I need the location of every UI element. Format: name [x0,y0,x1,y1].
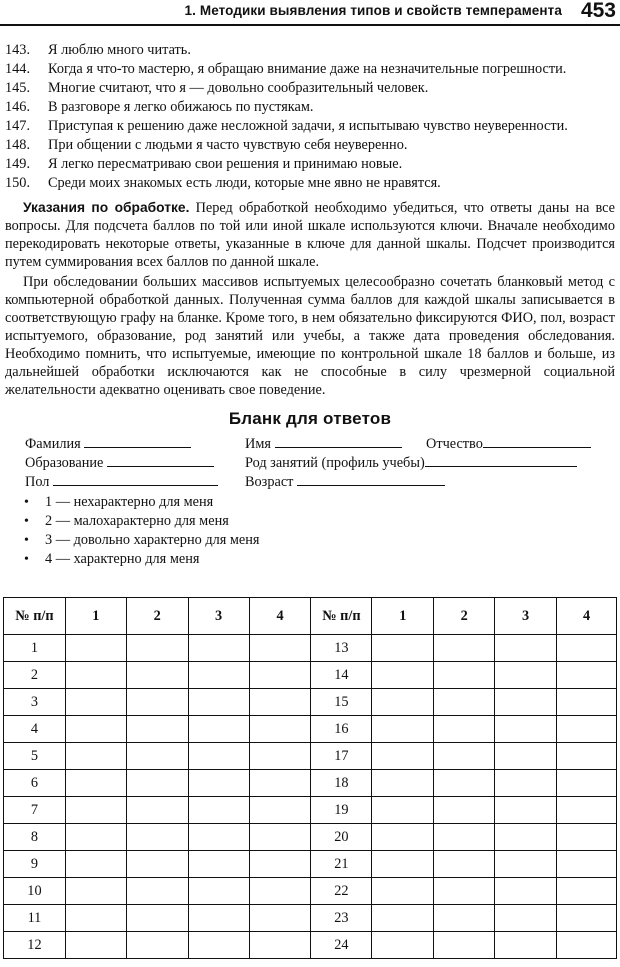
row-number: 17 [311,743,372,770]
answer-cell[interactable] [126,743,188,770]
name-blank[interactable] [275,433,402,448]
page-content [5,41,615,569]
occupation-label: Род занятий (профиль учебы) [245,455,425,471]
answer-cell[interactable] [434,689,495,716]
header-cell: 3 [495,598,557,635]
answer-cell[interactable] [65,635,126,662]
answer-cell[interactable] [557,932,617,959]
patronymic-field[interactable] [426,433,591,453]
page-number: 453 [580,0,616,22]
question-item [5,136,615,155]
question-number: 144. [5,61,31,77]
answer-cell[interactable] [557,878,617,905]
row-number: 24 [311,932,372,959]
header-cell: 4 [557,598,617,635]
row-number: 23 [311,905,372,932]
answer-cell[interactable] [557,770,617,797]
age-label: Возраст [245,474,294,490]
answer-cell[interactable] [434,824,495,851]
answer-cell[interactable] [188,797,249,824]
answer-cell[interactable] [495,797,557,824]
question-item [5,98,615,117]
question-number: 146. [5,99,31,115]
answer-cell[interactable] [495,770,557,797]
answer-cell[interactable] [126,824,188,851]
table-row [4,824,617,851]
scale-item: • 1 — нехарактерно для меня [24,493,615,512]
answer-cell[interactable] [434,770,495,797]
answer-cell[interactable] [188,716,249,743]
answer-cell[interactable] [126,770,188,797]
instructions-paragraph [5,199,615,271]
answer-cell[interactable] [249,770,311,797]
question-number: 145. [5,80,31,96]
row-number: 4 [4,716,66,743]
answer-cell[interactable] [249,851,311,878]
answer-cell[interactable] [249,635,311,662]
header-cell: 2 [434,598,495,635]
answer-cell[interactable] [557,716,617,743]
row-number: 19 [311,797,372,824]
instructions-text: Перед обработкой необходимо убедиться, что ответы даны на все вопросы. Для подсчета баллов по той или иной шкале используются ключи. Вначале необходимо перекодировать некоторые ответы, указанные в ключе для данной шкалы. Подсчет производится путем суммирования всех баллов по данной шкале. [5,200,615,270]
answer-cell[interactable] [557,797,617,824]
question-number: 143. [5,42,31,58]
answer-cell[interactable] [434,932,495,959]
answer-cell[interactable] [65,716,126,743]
answer-cell[interactable] [372,932,434,959]
answer-cell[interactable] [249,689,311,716]
table-row [4,689,617,716]
answer-cell[interactable] [557,689,617,716]
row-number: 6 [4,770,66,797]
header-cell: 3 [188,598,249,635]
answer-cell[interactable] [434,662,495,689]
answer-cell[interactable] [372,743,434,770]
answer-cell[interactable] [495,824,557,851]
table-row [4,851,617,878]
sex-blank[interactable] [53,471,218,486]
answer-cell[interactable] [372,905,434,932]
answer-cell[interactable] [65,662,126,689]
row-number: 9 [4,851,66,878]
answer-cell[interactable] [188,905,249,932]
answer-cell[interactable] [126,878,188,905]
age-blank[interactable] [297,471,445,486]
row-number: 20 [311,824,372,851]
answer-cell[interactable] [557,905,617,932]
answer-cell[interactable] [188,851,249,878]
row-number: 21 [311,851,372,878]
table-row [4,770,617,797]
question-item [5,79,615,98]
answer-cell[interactable] [65,932,126,959]
education-blank[interactable] [107,452,214,467]
question-number: 149. [5,156,31,172]
answer-cell[interactable] [188,689,249,716]
row-number: 10 [4,878,66,905]
form-title: Бланк для ответов [228,409,392,428]
answer-table-body [4,635,617,959]
answer-cell[interactable] [557,635,617,662]
answer-cell[interactable] [188,770,249,797]
question-number: 148. [5,137,31,153]
instructions-heading: Указания по обработке. [23,200,190,215]
scale-legend [5,493,615,569]
row-number: 2 [4,662,66,689]
answer-cell[interactable] [65,905,126,932]
answer-cell[interactable] [249,878,311,905]
surname-field[interactable] [25,433,191,453]
surname-blank[interactable] [84,433,191,448]
answer-cell[interactable] [65,851,126,878]
patronymic-blank[interactable] [483,433,591,448]
table-row [4,905,617,932]
answer-cell[interactable] [249,743,311,770]
table-row [4,743,617,770]
answer-cell[interactable] [126,905,188,932]
header-cell: 4 [249,598,311,635]
row-number: 11 [4,905,66,932]
table-row [4,797,617,824]
row-number: 18 [311,770,372,797]
row-number: 12 [4,932,66,959]
answer-cell[interactable] [126,689,188,716]
page-header [0,0,620,26]
question-item [5,117,615,136]
surname-label: Фамилия [25,436,81,452]
table-row [4,878,617,905]
question-text: При общении с людьми я часто чувствую себя неуверенно. [48,137,408,153]
question-text: Я люблю много читать. [48,42,191,58]
answer-cell[interactable] [65,797,126,824]
answer-cell[interactable] [495,635,557,662]
answer-cell[interactable] [372,770,434,797]
answer-cell[interactable] [495,689,557,716]
answer-cell[interactable] [495,932,557,959]
form-fields [5,433,615,493]
answer-cell[interactable] [65,824,126,851]
question-text: Многие считают, что я — довольно сообразительный человек. [48,80,429,96]
answer-cell[interactable] [372,878,434,905]
table-header-row [4,598,617,635]
education-label: Образование [25,455,104,471]
answer-cell[interactable] [126,851,188,878]
row-number: 5 [4,743,66,770]
row-number: 3 [4,689,66,716]
name-label: Имя [245,436,271,452]
occupation-field[interactable] [245,452,577,472]
question-item [5,60,615,79]
answer-cell[interactable] [434,716,495,743]
answer-cell[interactable] [434,905,495,932]
question-item [5,41,615,60]
answer-cell[interactable] [495,743,557,770]
answer-cell[interactable] [434,797,495,824]
question-text: Приступая к решению даже несложной задачи, я испытываю чувство неуверенности. [48,118,568,134]
answer-cell[interactable] [126,662,188,689]
row-number: 7 [4,797,66,824]
row-number: 8 [4,824,66,851]
answer-cell[interactable] [557,824,617,851]
answer-cell[interactable] [434,878,495,905]
answer-cell[interactable] [434,851,495,878]
answer-cell[interactable] [188,932,249,959]
row-number: 16 [311,716,372,743]
answer-cell[interactable] [249,905,311,932]
table-row [4,662,617,689]
answer-cell[interactable] [188,824,249,851]
answer-cell[interactable] [188,743,249,770]
header-cell: 1 [65,598,126,635]
sex-field[interactable] [25,471,218,491]
row-number: 15 [311,689,372,716]
answer-cell[interactable] [557,851,617,878]
answer-cell[interactable] [434,635,495,662]
answer-cell[interactable] [65,770,126,797]
table-row [4,932,617,959]
answer-cell[interactable] [249,716,311,743]
answer-cell[interactable] [495,851,557,878]
question-text: В разговоре я легко обижаюсь по пустякам. [48,99,314,115]
question-number: 147. [5,118,31,134]
question-number: 150. [5,175,31,191]
answer-cell[interactable] [188,635,249,662]
answer-cell[interactable] [557,662,617,689]
answer-cell[interactable] [372,797,434,824]
answer-cell[interactable] [372,716,434,743]
occupation-blank[interactable] [425,452,577,467]
answer-cell[interactable] [126,635,188,662]
answer-cell[interactable] [557,743,617,770]
running-title: 1. Методики выявления типов и свойств темперамента [184,3,562,18]
answer-cell[interactable] [372,689,434,716]
row-number: 22 [311,878,372,905]
answer-cell[interactable] [495,905,557,932]
scale-item: • 3 — довольно характерно для меня [24,531,615,550]
answer-cell[interactable] [249,932,311,959]
scale-item: • 2 — малохарактерно для меня [24,512,615,531]
answer-cell[interactable] [372,662,434,689]
answer-cell[interactable] [65,743,126,770]
answer-cell[interactable] [495,878,557,905]
age-field[interactable] [245,471,445,491]
row-number: 1 [4,635,66,662]
row-number: 14 [311,662,372,689]
answer-cell[interactable] [249,797,311,824]
answer-cell[interactable] [188,878,249,905]
education-field[interactable] [25,452,214,472]
table-row [4,716,617,743]
answer-cell[interactable] [126,716,188,743]
answer-cell[interactable] [372,635,434,662]
answer-cell[interactable] [495,662,557,689]
answer-cell[interactable] [434,743,495,770]
answer-cell[interactable] [249,662,311,689]
scale-item: • 4 — характерно для меня [24,550,615,569]
question-item [5,174,615,193]
header-cell: № п/п [4,598,66,635]
answer-cell[interactable] [372,851,434,878]
answer-cell[interactable] [372,824,434,851]
question-text: Среди моих знакомых есть люди, которые мне явно не нравятся. [48,175,441,191]
answer-cell[interactable] [249,824,311,851]
patronymic-label: Отчество [426,436,483,452]
instructions-paragraph-2: При обследовании больших массивов испытуемых целесообразно сочетать бланковый метод с компьютерной обработкой данных. Полученная сумма баллов для каждой шкалы записывается в соответствующую графу на бланке. Кроме того, в нем обязательно фиксируются ФИО, пол, возраст испытуемого, образование, род занятий или учебы, а также дата проведения обследования. Необходимо помнить, что испытуемые, имеющие по контрольной шкале 18 баллов и больше, из дальнейшей обработки исключаются как не способные в силу чрезмерной социальной желательности адекватно оценивать свое поведение. [5,274,615,398]
question-list [5,41,615,193]
row-number: 13 [311,635,372,662]
answer-table [3,597,617,959]
question-item [5,155,615,174]
header-cell: № п/п [311,598,372,635]
answer-cell[interactable] [126,932,188,959]
name-field[interactable] [245,433,402,453]
answer-cell[interactable] [495,716,557,743]
sex-label: Пол [25,474,50,490]
header-cell: 2 [126,598,188,635]
answer-cell[interactable] [126,797,188,824]
question-text: Я легко пересматриваю свои решения и принимаю новые. [48,156,403,172]
answer-cell[interactable] [188,662,249,689]
table-row [4,635,617,662]
answer-cell[interactable] [65,689,126,716]
answer-cell[interactable] [65,878,126,905]
question-text: Когда я что-то мастерю, я обращаю внимание даже на незначительные погрешности. [48,61,567,77]
header-cell: 1 [372,598,434,635]
